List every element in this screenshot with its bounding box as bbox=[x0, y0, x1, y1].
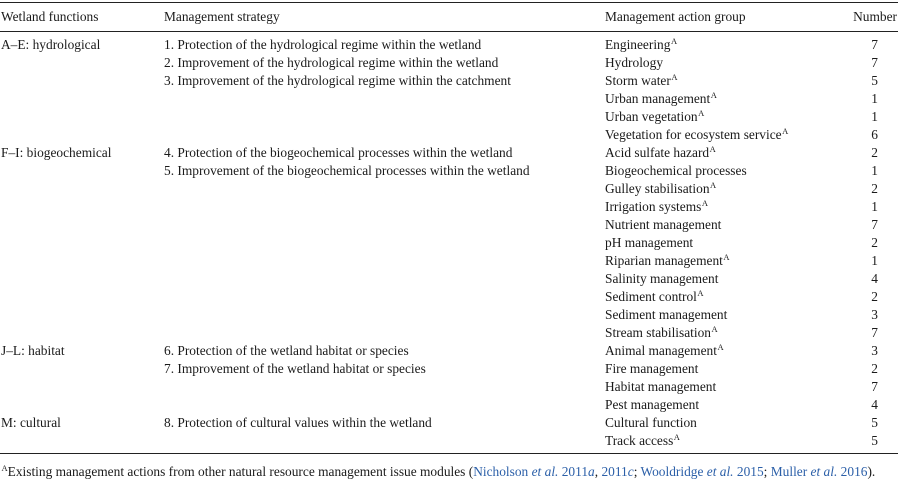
action-group-row bbox=[605, 306, 898, 324]
action-group-name: Urban vegetation$^A$ bbox=[605, 108, 705, 124]
ref-muller-2016[interactable]: Muller et al. 2016 bbox=[770, 464, 868, 479]
wetland-function-cell: F–I: biogeochemical bbox=[1, 145, 112, 160]
action-group-row bbox=[605, 144, 898, 162]
action-group-number: 2 bbox=[871, 361, 878, 376]
action-group-row bbox=[605, 342, 898, 360]
action-group-number: 2 bbox=[871, 235, 878, 250]
action-group-name: Sediment control$^A$ bbox=[605, 288, 704, 304]
existing-action-marker: A bbox=[782, 126, 789, 136]
action-group-number: 4 bbox=[871, 271, 878, 286]
action-group-name: Habitat management bbox=[605, 379, 717, 394]
footnote-separator: ; bbox=[633, 464, 641, 479]
action-group-name: Sediment management bbox=[605, 307, 728, 322]
action-group-name: Animal management$^A$ bbox=[605, 342, 724, 358]
action-group-name: Gulley stabilisation$^A$ bbox=[605, 180, 717, 196]
action-group-number: 2 bbox=[871, 289, 878, 304]
action-group-number: 7 bbox=[871, 37, 878, 52]
action-group-row bbox=[605, 90, 898, 108]
management-strategy-cell: 8. Protection of cultural values within the wetland bbox=[164, 415, 432, 430]
action-group-name: Urban management$^A$ bbox=[605, 90, 717, 106]
table-footnote bbox=[1, 463, 897, 481]
action-group-row bbox=[605, 414, 898, 432]
action-group-row bbox=[605, 162, 898, 180]
action-group-number: 3 bbox=[871, 343, 878, 358]
action-group-number: 7 bbox=[871, 379, 878, 394]
bottom-rule bbox=[0, 453, 898, 454]
action-group-name: Salinity management bbox=[605, 271, 719, 286]
action-group-name: Nutrient management bbox=[605, 217, 722, 232]
action-group-row bbox=[605, 270, 898, 288]
action-group-number: 5 bbox=[871, 415, 878, 430]
action-group-number: 1 bbox=[871, 199, 878, 214]
action-group-name: Track access$^A$ bbox=[605, 432, 680, 448]
existing-action-marker: A bbox=[698, 108, 705, 118]
ref-nicholson-2011a[interactable]: Nicholson et al. 2011a bbox=[473, 464, 595, 479]
action-group-number: 2 bbox=[871, 145, 878, 160]
action-group-number: 6 bbox=[871, 127, 878, 142]
action-group-name: Fire management bbox=[605, 361, 699, 376]
existing-action-marker: A bbox=[710, 90, 717, 100]
action-group-row bbox=[605, 108, 898, 126]
action-group-name: Riparian management$^A$ bbox=[605, 252, 730, 268]
action-group-row bbox=[605, 252, 898, 270]
top-rule bbox=[0, 2, 898, 3]
action-group-row bbox=[605, 72, 898, 90]
action-group-number: 7 bbox=[871, 217, 878, 232]
wetland-function-cell: J–L: habitat bbox=[1, 343, 65, 358]
footnote-text: Existing management actions from other natural resource management issue modules ( bbox=[7, 464, 474, 479]
existing-action-marker: A bbox=[711, 324, 718, 334]
ref-nicholson-2011c[interactable]: 2011c bbox=[601, 464, 634, 479]
action-group-row bbox=[605, 234, 898, 252]
action-group-name: Irrigation systems$^A$ bbox=[605, 198, 708, 214]
action-group-number: 4 bbox=[871, 397, 878, 412]
existing-action-marker: A bbox=[671, 72, 678, 82]
action-groups-column bbox=[605, 36, 898, 450]
footnote-marker: A bbox=[1, 463, 8, 473]
header-number: Number bbox=[853, 9, 897, 24]
header-management-strategy: Management strategy bbox=[164, 9, 280, 24]
existing-action-marker: A bbox=[701, 198, 708, 208]
management-strategy-cell: 7. Improvement of the wetland habitat or species bbox=[164, 361, 426, 376]
action-group-number: 3 bbox=[871, 307, 878, 322]
action-group-name: Storm water$^A$ bbox=[605, 72, 678, 88]
existing-action-marker: A bbox=[673, 432, 680, 442]
action-group-number: 1 bbox=[871, 91, 878, 106]
action-group-name: Vegetation for ecosystem service$^A$ bbox=[605, 126, 789, 142]
action-group-row bbox=[605, 180, 898, 198]
action-group-number: 1 bbox=[871, 163, 878, 178]
existing-action-marker: A bbox=[697, 288, 704, 298]
action-group-number: 2 bbox=[871, 181, 878, 196]
footnote-separator: , bbox=[594, 464, 602, 479]
existing-action-marker: A bbox=[670, 36, 678, 46]
header-wetland-functions: Wetland functions bbox=[1, 9, 99, 24]
action-group-row bbox=[605, 324, 898, 342]
header-rule bbox=[0, 31, 898, 32]
management-strategy-cell: 4. Protection of the biogeochemical processes within the wetland bbox=[164, 145, 513, 160]
footnote-separator: ; bbox=[763, 464, 771, 479]
action-group-number: 7 bbox=[871, 55, 878, 70]
ref-wooldridge-2015[interactable]: Wooldridge et al. 2015 bbox=[640, 464, 764, 479]
action-group-number: 5 bbox=[871, 433, 878, 448]
action-group-number: 1 bbox=[871, 253, 878, 268]
action-group-number: 7 bbox=[871, 325, 878, 340]
action-group-row bbox=[605, 198, 898, 216]
action-group-name: pH management bbox=[605, 235, 694, 250]
action-group-name: Hydrology bbox=[605, 55, 664, 70]
management-strategy-cell: 1. Protection of the hydrological regime within the wetland bbox=[164, 37, 482, 52]
action-group-row bbox=[605, 396, 898, 414]
footnote-end: ). bbox=[867, 464, 876, 479]
existing-action-marker: A bbox=[710, 180, 717, 190]
action-group-name: Engineering$^A$ bbox=[605, 36, 678, 52]
action-group-number: 1 bbox=[871, 109, 878, 124]
action-group-name: Acid sulfate hazard$^A$ bbox=[605, 144, 716, 160]
action-group-row bbox=[605, 216, 898, 234]
wetland-function-cell: M: cultural bbox=[1, 415, 61, 430]
action-group-name: Biogeochemical processes bbox=[605, 163, 747, 178]
existing-action-marker: A bbox=[709, 144, 716, 154]
action-group-name: Cultural function bbox=[605, 415, 697, 430]
action-group-row bbox=[605, 126, 898, 144]
existing-action-marker: A bbox=[723, 252, 730, 262]
action-group-name: Pest management bbox=[605, 397, 700, 412]
action-group-row bbox=[605, 360, 898, 378]
action-group-row bbox=[605, 432, 898, 450]
header-management-action-group: Management action group bbox=[605, 9, 746, 24]
action-group-row bbox=[605, 36, 898, 54]
action-group-number: 5 bbox=[871, 73, 878, 88]
existing-action-marker: A bbox=[717, 342, 724, 352]
action-group-row bbox=[605, 378, 898, 396]
action-group-row bbox=[605, 288, 898, 306]
management-strategy-cell: 2. Improvement of the hydrological regime within the wetland bbox=[164, 55, 499, 70]
action-group-name: Stream stabilisation$^A$ bbox=[605, 324, 718, 340]
management-strategy-cell: 3. Improvement of the hydrological regime within the catchment bbox=[164, 73, 511, 88]
wetland-function-cell: A–E: hydrological bbox=[1, 37, 101, 52]
action-group-row bbox=[605, 54, 898, 72]
management-strategy-cell: 6. Protection of the wetland habitat or species bbox=[164, 343, 409, 358]
management-strategy-cell: 5. Improvement of the biogeochemical processes within the wetland bbox=[164, 163, 530, 178]
